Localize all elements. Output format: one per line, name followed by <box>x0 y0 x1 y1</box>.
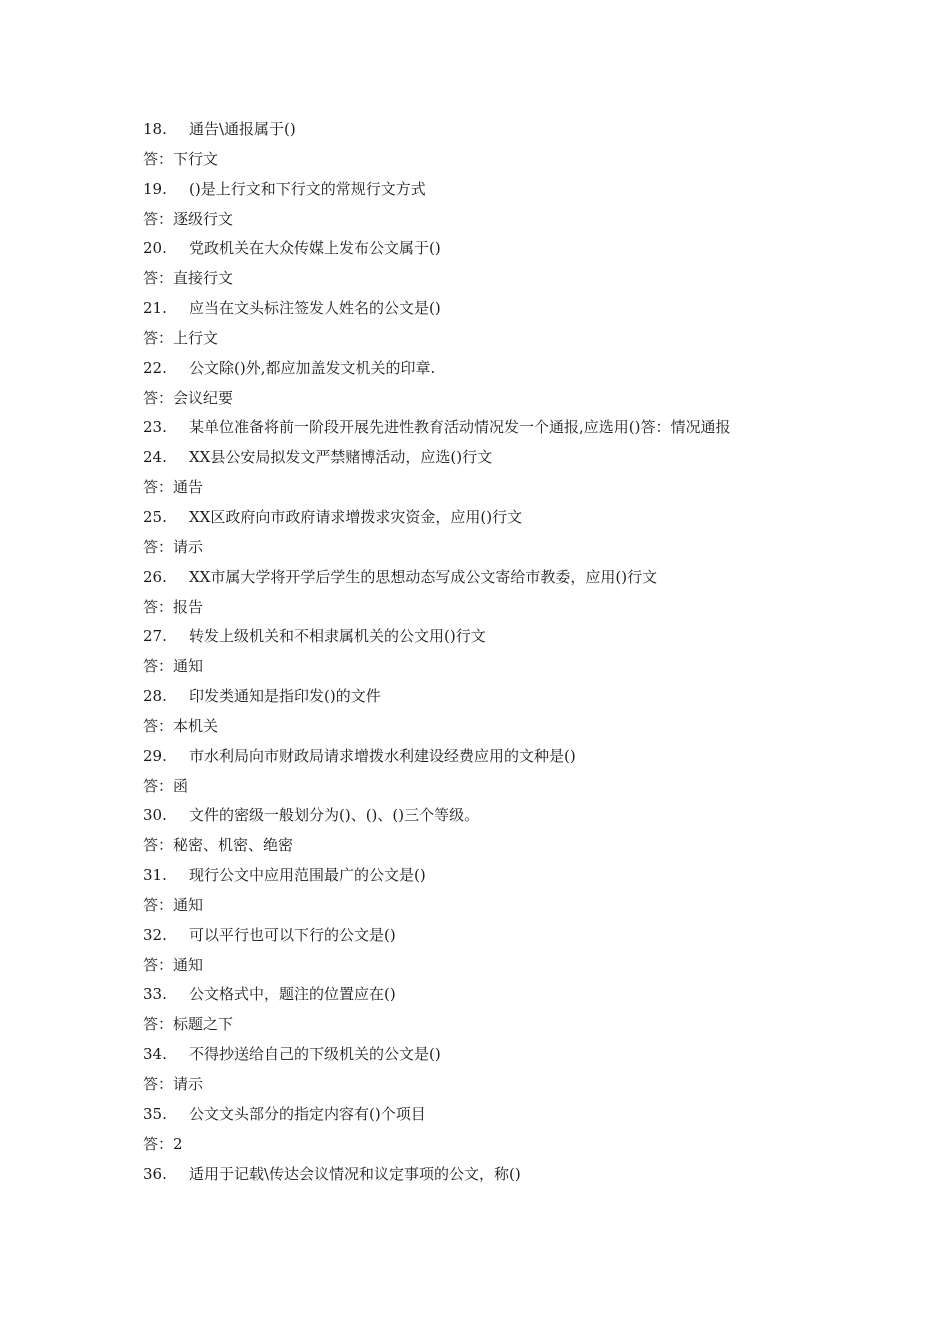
question-line <box>143 682 843 712</box>
answer-line <box>143 1010 843 1040</box>
answer-line <box>143 384 843 414</box>
question-number: 35. <box>143 1104 167 1123</box>
answer-text: 答：通知 <box>143 955 204 974</box>
question-line <box>143 921 843 951</box>
answer-line <box>143 831 843 861</box>
question-text: 某单位准备将前一阶段开展先进性教育活动情况发一个通报,应选用()答：情况通报 <box>189 418 731 437</box>
answer-line <box>143 951 843 981</box>
answer-text: 答：本机关 <box>143 716 219 735</box>
question-number: 27. <box>143 627 167 646</box>
question-text: 党政机关在大众传媒上发布公文属于() <box>189 239 441 258</box>
question-number: 24. <box>143 448 167 467</box>
question-line <box>143 354 843 384</box>
answer-line <box>143 1070 843 1100</box>
question-text: 公文除()外,都应加盖发文机关的印章. <box>189 358 436 377</box>
question-list <box>143 115 843 1189</box>
question-line <box>143 175 843 205</box>
answer-text: 答：函 <box>143 776 189 795</box>
answer-line <box>143 593 843 623</box>
question-number: 23. <box>143 418 167 437</box>
question-line <box>143 742 843 772</box>
question-number: 32. <box>143 925 167 944</box>
question-line <box>143 861 843 891</box>
question-text: 公文文头部分的指定内容有()个项目 <box>189 1104 426 1123</box>
question-text: 可以平行也可以下行的公文是() <box>189 925 396 944</box>
question-number: 28. <box>143 687 167 706</box>
question-number: 30. <box>143 806 167 825</box>
question-line <box>143 622 843 652</box>
question-line <box>143 1160 843 1190</box>
question-line <box>143 563 843 593</box>
answer-text: 答：下行文 <box>143 149 219 168</box>
question-line <box>143 801 843 831</box>
question-text: 公文格式中，题注的位置应在() <box>189 985 396 1004</box>
question-text: XX区政府向市政府请求增拨求灾资金，应用()行文 <box>189 507 523 526</box>
answer-text: 答：秘密、机密、绝密 <box>143 836 294 855</box>
question-number: 20. <box>143 239 167 258</box>
question-text: 通告\通报属于() <box>189 120 296 138</box>
question-number: 25. <box>143 507 167 526</box>
answer-text: 答：通告 <box>143 478 204 497</box>
question-text: ()是上行文和下行文的常规行文方式 <box>189 179 426 198</box>
question-text: 文件的密级一般划分为()、()、()三个等级。 <box>189 806 480 825</box>
question-line <box>143 1100 843 1130</box>
answer-line <box>143 1130 843 1160</box>
answer-text: 答：请示 <box>143 537 204 556</box>
question-line <box>143 294 843 324</box>
answer-line <box>143 652 843 682</box>
answer-line <box>143 772 843 802</box>
question-number: 21. <box>143 299 167 318</box>
answer-line <box>143 205 843 235</box>
question-text: XX县公安局拟发文严禁赌博活动，应选()行文 <box>189 448 493 467</box>
question-text: 印发类通知是指印发()的文件 <box>189 687 381 706</box>
question-text: 转发上级机关和不相隶属机关的公文用()行文 <box>189 627 486 646</box>
answer-text: 答：标题之下 <box>143 1015 234 1034</box>
answer-line <box>143 264 843 294</box>
question-line <box>143 443 843 473</box>
answer-line <box>143 145 843 175</box>
answer-line <box>143 473 843 503</box>
answer-text: 答：上行文 <box>143 328 219 347</box>
question-text: XX市属大学将开学后学生的思想动态写成公文寄给市教委，应用()行文 <box>189 567 658 586</box>
question-line <box>143 413 843 443</box>
question-number: 26. <box>143 567 167 586</box>
question-line <box>143 234 843 264</box>
question-text: 应当在文头标注签发人姓名的公文是() <box>189 299 441 318</box>
answer-text: 答：会议纪要 <box>143 388 234 407</box>
question-number: 34. <box>143 1045 167 1064</box>
question-number: 31. <box>143 866 167 885</box>
answer-text: 答：通知 <box>143 895 204 914</box>
question-line <box>143 1040 843 1070</box>
question-number: 29. <box>143 746 167 765</box>
question-number: 36. <box>143 1164 167 1183</box>
answer-text: 答：逐级行文 <box>143 209 234 228</box>
answer-text: 答：2 <box>143 1134 183 1153</box>
question-line <box>143 980 843 1010</box>
answer-line <box>143 324 843 354</box>
question-line <box>143 115 843 145</box>
question-line <box>143 503 843 533</box>
question-number: 19. <box>143 179 167 198</box>
question-text: 现行公文中应用范围最广的公文是() <box>189 866 426 885</box>
answer-text: 答：直接行文 <box>143 269 234 288</box>
question-text: 市水利局向市财政局请求增拨水利建设经费应用的文种是() <box>189 746 576 765</box>
question-text: 适用于记载\传达会议情况和议定事项的公文，称() <box>189 1164 521 1183</box>
question-number: 33. <box>143 985 167 1004</box>
question-number: 22. <box>143 358 167 377</box>
answer-line <box>143 891 843 921</box>
question-text: 不得抄送给自己的下级机关的公文是() <box>189 1045 441 1064</box>
answer-text: 答：请示 <box>143 1075 204 1093</box>
answer-line <box>143 533 843 563</box>
answer-text: 答：报告 <box>143 597 204 616</box>
question-number: 18. <box>143 120 167 138</box>
answer-line <box>143 712 843 742</box>
answer-text: 答：通知 <box>143 657 204 676</box>
